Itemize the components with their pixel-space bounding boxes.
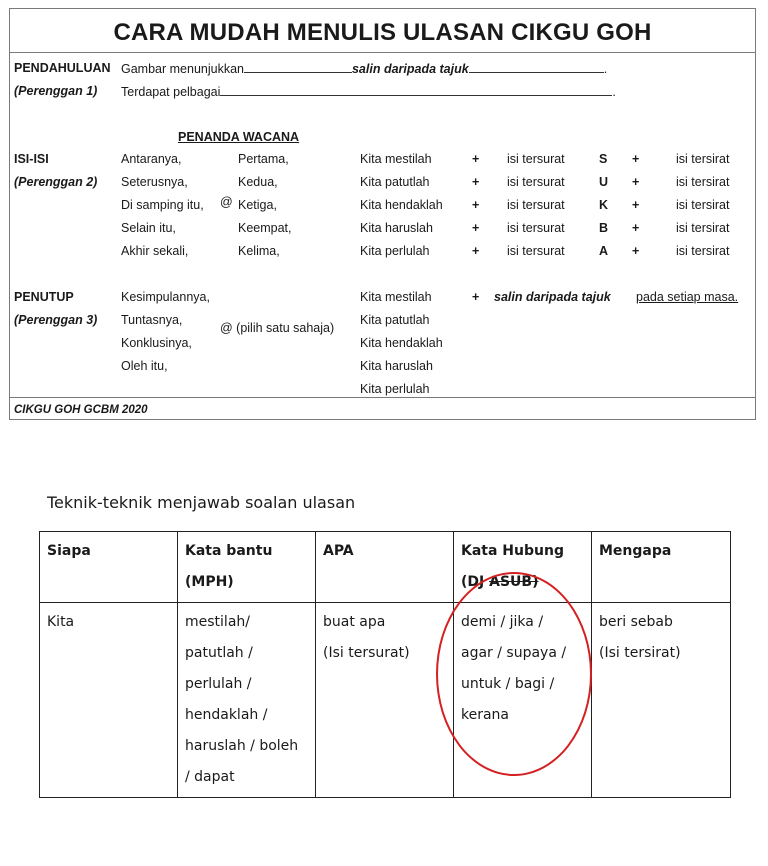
header-text: Siapa xyxy=(47,543,91,559)
isi-col4-3: isi tersurat xyxy=(507,221,565,235)
cell-text: (Isi tersirat) xyxy=(599,645,681,661)
isi-col4-4: isi tersurat xyxy=(507,244,565,258)
suka-letter: S xyxy=(599,152,608,166)
plus-sign: + xyxy=(632,152,640,166)
penutup-col1-3: Oleh itu, xyxy=(121,359,168,373)
cell-text: / dapat xyxy=(185,769,235,785)
cell-text: beri sebab xyxy=(599,614,673,630)
blank-line xyxy=(469,61,604,73)
isi-col6-0: isi tersirat xyxy=(676,152,730,166)
cell-siapa xyxy=(40,603,178,798)
cell-text: Kita xyxy=(47,614,75,630)
plus-sign: + xyxy=(632,244,640,258)
isi-col1-3: Selain itu, xyxy=(121,221,176,235)
isi-col2-0: Pertama, xyxy=(238,152,289,166)
page-title: CARA MUDAH MENULIS ULASAN CIKGU GOH xyxy=(113,19,652,46)
isi-col4-2: isi tersurat xyxy=(507,198,565,212)
plus-sign: + xyxy=(472,244,480,258)
penutup-col3-3: Kita haruslah xyxy=(360,359,433,373)
plus-sign: + xyxy=(472,221,480,235)
header-text: (MPH) xyxy=(185,574,234,590)
isi-col1-1: Seterusnya, xyxy=(121,175,188,189)
line2-text: Terdapat pelbagai xyxy=(121,85,221,99)
cell-mengapa xyxy=(592,603,731,798)
penutup-sub: (Perenggan 3) xyxy=(14,313,98,327)
cell-text: kerana xyxy=(461,707,510,723)
cell-text: agar / supaya / xyxy=(461,645,567,661)
plus-sign: + xyxy=(472,290,480,304)
at-symbol: @ xyxy=(220,195,233,209)
blank-line xyxy=(244,61,352,73)
isi-col3-2: Kita hendaklah xyxy=(360,198,443,212)
line1-end: . xyxy=(603,62,608,76)
cell-apa xyxy=(316,603,454,798)
isi-col4-1: isi tersurat xyxy=(507,175,565,189)
suka-letter: B xyxy=(599,221,609,235)
red-circle-annotation xyxy=(436,572,592,776)
penutup-label: PENUTUP xyxy=(14,290,74,304)
isi-col1-2: Di samping itu, xyxy=(121,198,204,212)
pendahuluan-line-1 xyxy=(121,61,607,76)
header-text: APA xyxy=(323,543,354,559)
isi-col1-0: Antaranya, xyxy=(121,152,182,166)
penutup-col1-2: Konklusinya, xyxy=(121,336,192,350)
header-siapa xyxy=(40,532,178,603)
cell-text: hendaklah / xyxy=(185,707,268,723)
plus-sign: + xyxy=(632,198,640,212)
penutup-col1-1: Tuntasnya, xyxy=(121,313,183,327)
cell-text: haruslah / boleh xyxy=(185,738,299,754)
table-row xyxy=(40,603,731,798)
divider xyxy=(10,52,755,53)
penutup-col3-4: Kita perlulah xyxy=(360,382,430,396)
blank-line xyxy=(220,84,612,96)
cell-text: buat apa xyxy=(323,614,386,630)
penutup-col3-0: Kita mestilah xyxy=(360,290,432,304)
summary-panel xyxy=(9,8,756,420)
isi-col6-1: isi tersirat xyxy=(676,175,730,189)
header-text: Kata bantu xyxy=(185,543,273,559)
isi-sub: (Perenggan 2) xyxy=(14,175,98,189)
plus-sign: + xyxy=(472,198,480,212)
plus-sign: + xyxy=(632,221,640,235)
isi-col2-1: Kedua, xyxy=(238,175,278,189)
divider xyxy=(10,397,755,398)
cell-kata-bantu xyxy=(178,603,316,798)
pendahuluan-line-2 xyxy=(121,84,616,99)
cell-text: perlulah / xyxy=(185,676,252,692)
suka-letter: U xyxy=(599,175,609,189)
cell-text: patutlah / xyxy=(185,645,253,661)
header-text-part: (DJ xyxy=(461,574,490,590)
isi-col2-3: Keempat, xyxy=(238,221,292,235)
header-mengapa xyxy=(592,532,731,603)
line1-salin: salin daripada tajuk xyxy=(351,62,469,76)
isi-col6-4: isi tersirat xyxy=(676,244,730,258)
pendahuluan-sub: (Perenggan 1) xyxy=(14,84,98,98)
line1-text: Gambar menunjukkan xyxy=(121,62,244,76)
header-kata-bantu xyxy=(178,532,316,603)
header-text-struck: ASUB) xyxy=(489,574,539,590)
isi-col3-1: Kita patutlah xyxy=(360,175,430,189)
penutup-salin: salin daripada tajuk xyxy=(494,290,611,304)
penanda-wacana-heading: PENANDA WACANA xyxy=(178,130,300,144)
penutup-masa: pada setiap masa. xyxy=(636,290,739,304)
cell-text: mestilah/ xyxy=(185,614,250,630)
plus-sign: + xyxy=(472,175,480,189)
header-apa xyxy=(316,532,454,603)
plus-sign: + xyxy=(632,175,640,189)
cell-text: (Isi tersurat) xyxy=(323,645,410,661)
isi-col6-3: isi tersirat xyxy=(676,221,730,235)
table-header-row xyxy=(40,532,731,603)
isi-label: ISI-ISI xyxy=(14,152,49,166)
suka-letter: K xyxy=(599,198,609,212)
pendahuluan-label: PENDAHULUAN xyxy=(14,61,111,75)
penutup-col3-1: Kita patutlah xyxy=(360,313,430,327)
cell-text: untuk / bagi / xyxy=(461,676,555,692)
isi-col1-4: Akhir sekali, xyxy=(121,244,189,258)
pilih-satu-note: @ (pilih satu sahaja) xyxy=(220,321,335,335)
isi-col3-0: Kita mestilah xyxy=(360,152,432,166)
isi-col3-4: Kita perlulah xyxy=(360,244,430,258)
line2-end: . xyxy=(612,85,616,99)
isi-col4-0: isi tersurat xyxy=(507,152,565,166)
footer-credit: CIKGU GOH GCBM 2020 xyxy=(14,404,148,416)
header-text: Kata Hubung xyxy=(461,543,564,559)
isi-col2-4: Kelima, xyxy=(238,244,280,258)
plus-sign: + xyxy=(472,152,480,166)
teknik-table xyxy=(39,531,731,798)
isi-col2-2: Ketiga, xyxy=(238,198,277,212)
penutup-col3-2: Kita hendaklah xyxy=(360,336,443,350)
cell-text: demi / jika / xyxy=(461,614,544,630)
suka-letter: A xyxy=(599,244,609,258)
isi-col6-2: isi tersirat xyxy=(676,198,730,212)
penutup-col1-0: Kesimpulannya, xyxy=(121,290,210,304)
header-text: Mengapa xyxy=(599,543,672,559)
isi-col3-3: Kita haruslah xyxy=(360,221,433,235)
table-heading: Teknik-teknik menjawab soalan ulasan xyxy=(47,493,356,512)
